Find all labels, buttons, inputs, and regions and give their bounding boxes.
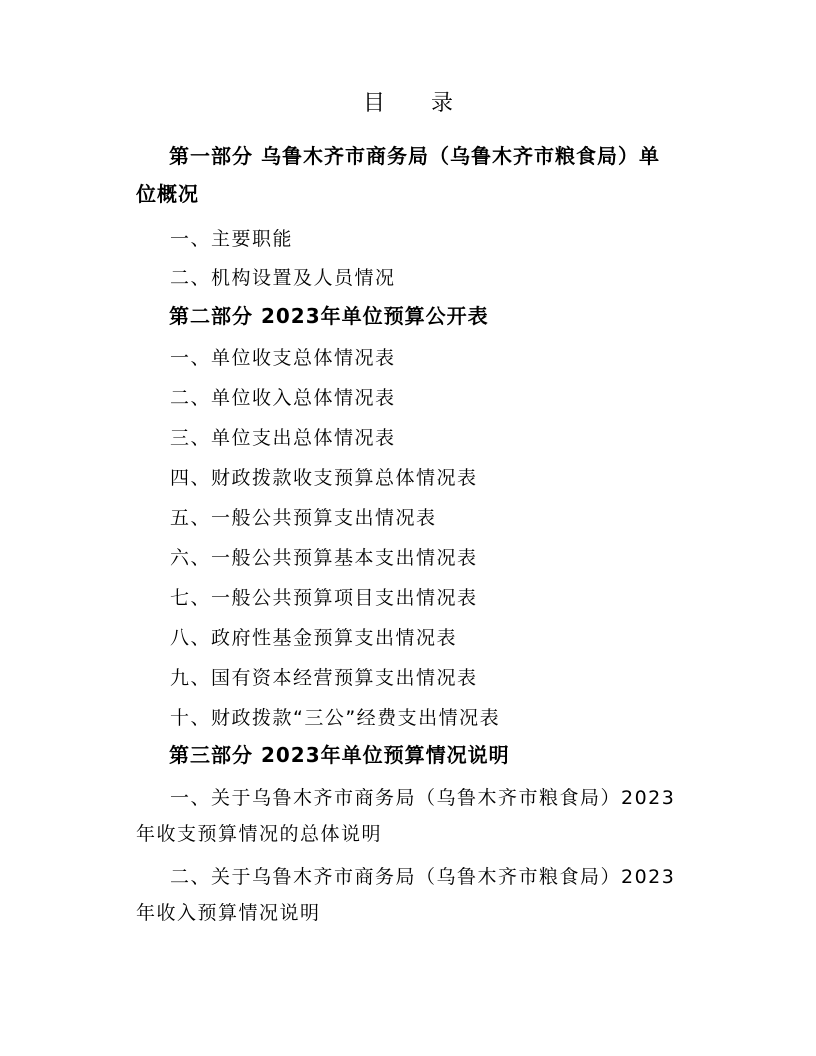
part1-item-2: 二、机构设置及人员情况 [170, 267, 396, 289]
part2-item-5: 五、一般公共预算支出情况表 [170, 507, 437, 529]
part3-item-2-line2: 年收入预算情况说明 [136, 902, 321, 924]
part2-item-6: 六、一般公共预算基本支出情况表 [170, 547, 478, 569]
part3-heading: 第三部分 2023年单位预算情况说明 [169, 743, 510, 767]
part1-heading-line2: 位概况 [136, 182, 199, 206]
part3-item-1-line2: 年收支预算情况的总体说明 [136, 823, 383, 845]
toc-title: 目录 [362, 91, 499, 116]
part3-item-1-line1: 一、关于乌鲁木齐市商务局（乌鲁木齐市粮食局）2023 [170, 787, 676, 809]
part2-item-9: 九、国有资本经营预算支出情况表 [170, 667, 478, 689]
part2-item-1: 一、单位收支总体情况表 [170, 347, 396, 369]
part2-item-2: 二、单位收入总体情况表 [170, 387, 396, 409]
part2-item-3: 三、单位支出总体情况表 [170, 427, 396, 449]
part1-item-1: 一、主要职能 [170, 228, 294, 250]
part2-item-4: 四、财政拨款收支预算总体情况表 [170, 467, 478, 489]
part2-item-10: 十、财政拨款“三公”经费支出情况表 [170, 707, 501, 729]
part2-item-7: 七、一般公共预算项目支出情况表 [170, 587, 478, 609]
part3-item-2-line1: 二、关于乌鲁木齐市商务局（乌鲁木齐市粮食局）2023 [170, 866, 676, 888]
part2-item-8: 八、政府性基金预算支出情况表 [170, 627, 458, 649]
part1-heading-line1: 第一部分 乌鲁木齐市商务局（乌鲁木齐市粮食局）单 [169, 144, 660, 168]
part2-heading: 第二部分 2023年单位预算公开表 [169, 304, 489, 328]
